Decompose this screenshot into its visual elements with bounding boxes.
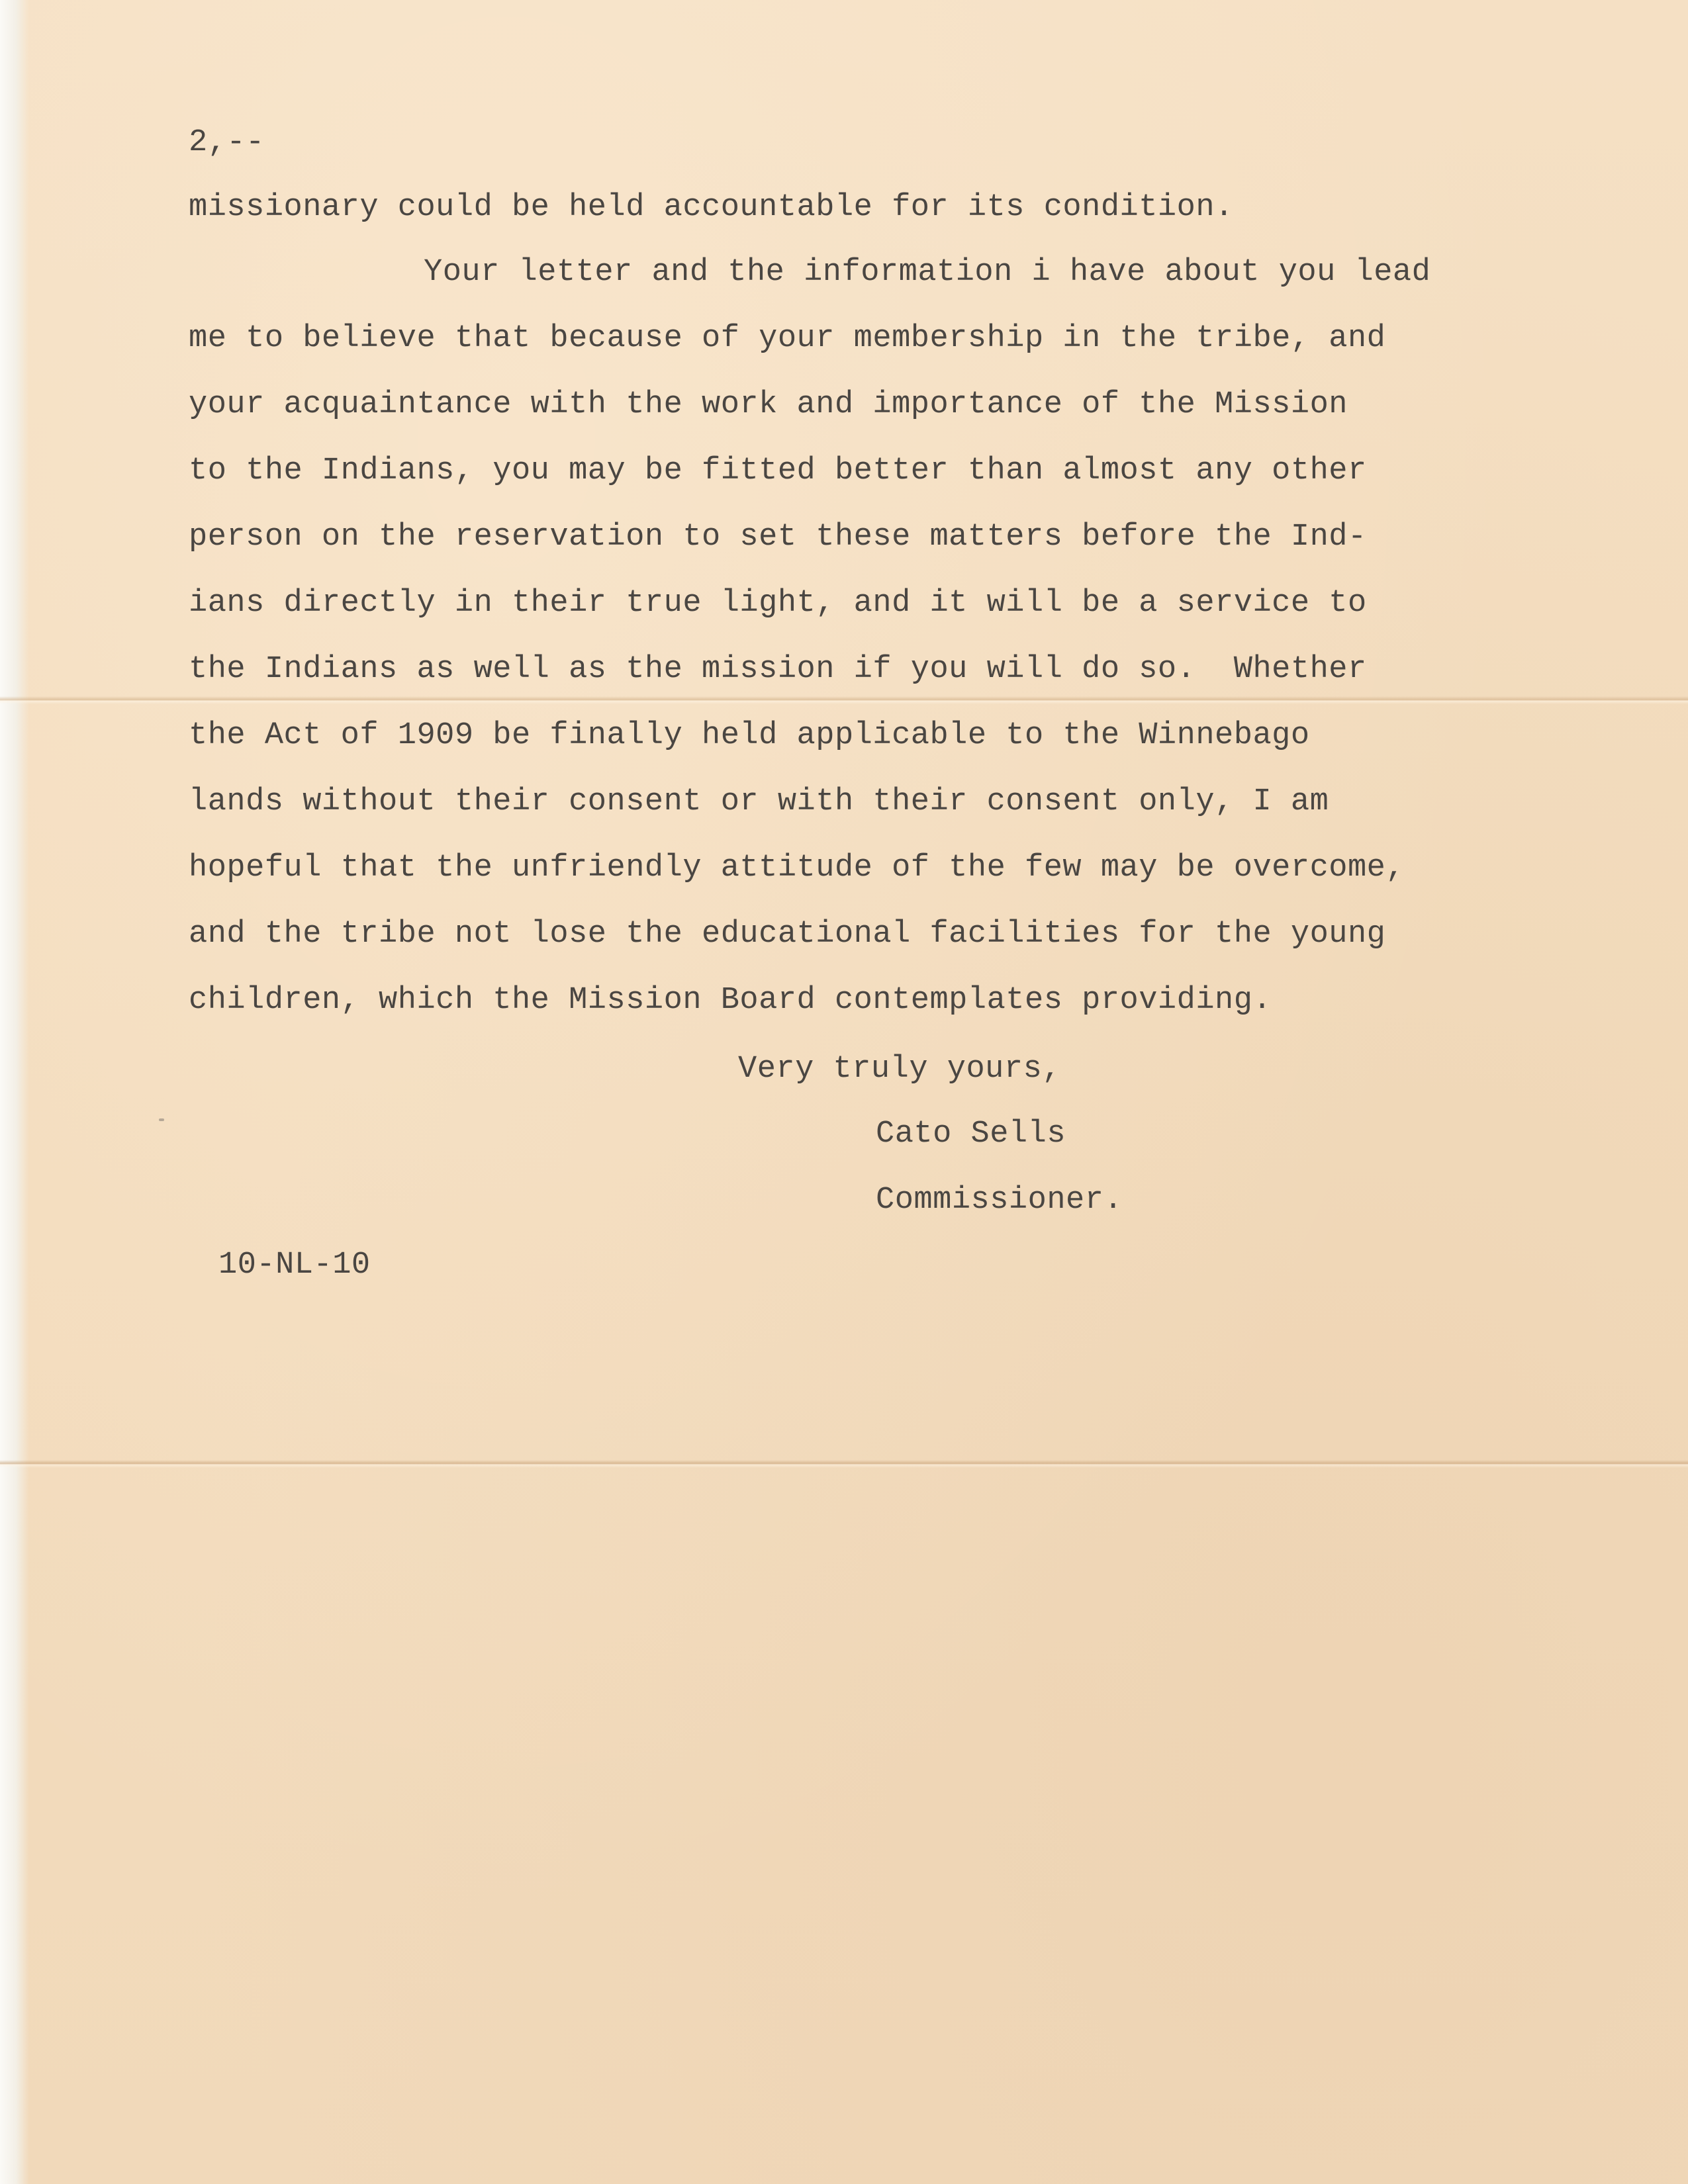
body-line: to the Indians, you may be fitted better than almost any other <box>189 453 1367 488</box>
body-line: and the tribe not lose the educational facilities for the young <box>189 917 1386 952</box>
body-line: the Indians as well as the mission if you will do so. Whether <box>189 652 1367 687</box>
body-line: your acquaintance with the work and importance of the Mission <box>189 387 1348 422</box>
body-line: lands without their consent or with their consent only, I am <box>189 784 1329 819</box>
paper-fold-crease <box>0 1460 1688 1468</box>
ink-speck <box>159 1118 164 1121</box>
body-line: children, which the Mission Board contemplates providing. <box>189 983 1272 1018</box>
signature-title: Commissioner. <box>876 1183 1123 1218</box>
body-line: me to believe that because of your membership in the tribe, and <box>189 321 1386 356</box>
body-line: missionary could be held accountable for its condition. <box>189 190 1234 225</box>
body-line: hopeful that the unfriendly attitude of the few may be overcome, <box>189 850 1405 886</box>
body-line: ians directly in their true light, and it will be a service to <box>189 586 1367 621</box>
body-line: Your letter and the information i have about you lead <box>424 255 1431 290</box>
paper-fold-crease <box>0 696 1688 704</box>
page-number: 2,-- <box>189 125 265 160</box>
signature-name: Cato Sells <box>876 1116 1066 1152</box>
letter-closing: Very truly yours, <box>738 1052 1061 1087</box>
body-line: the Act of 1909 be finally held applicable to the Winnebago <box>189 718 1310 753</box>
body-line: person on the reservation to set these matters before the Ind- <box>189 520 1367 555</box>
page-left-edge <box>0 0 29 2184</box>
reference-code: 10-NL-10 <box>218 1248 371 1283</box>
